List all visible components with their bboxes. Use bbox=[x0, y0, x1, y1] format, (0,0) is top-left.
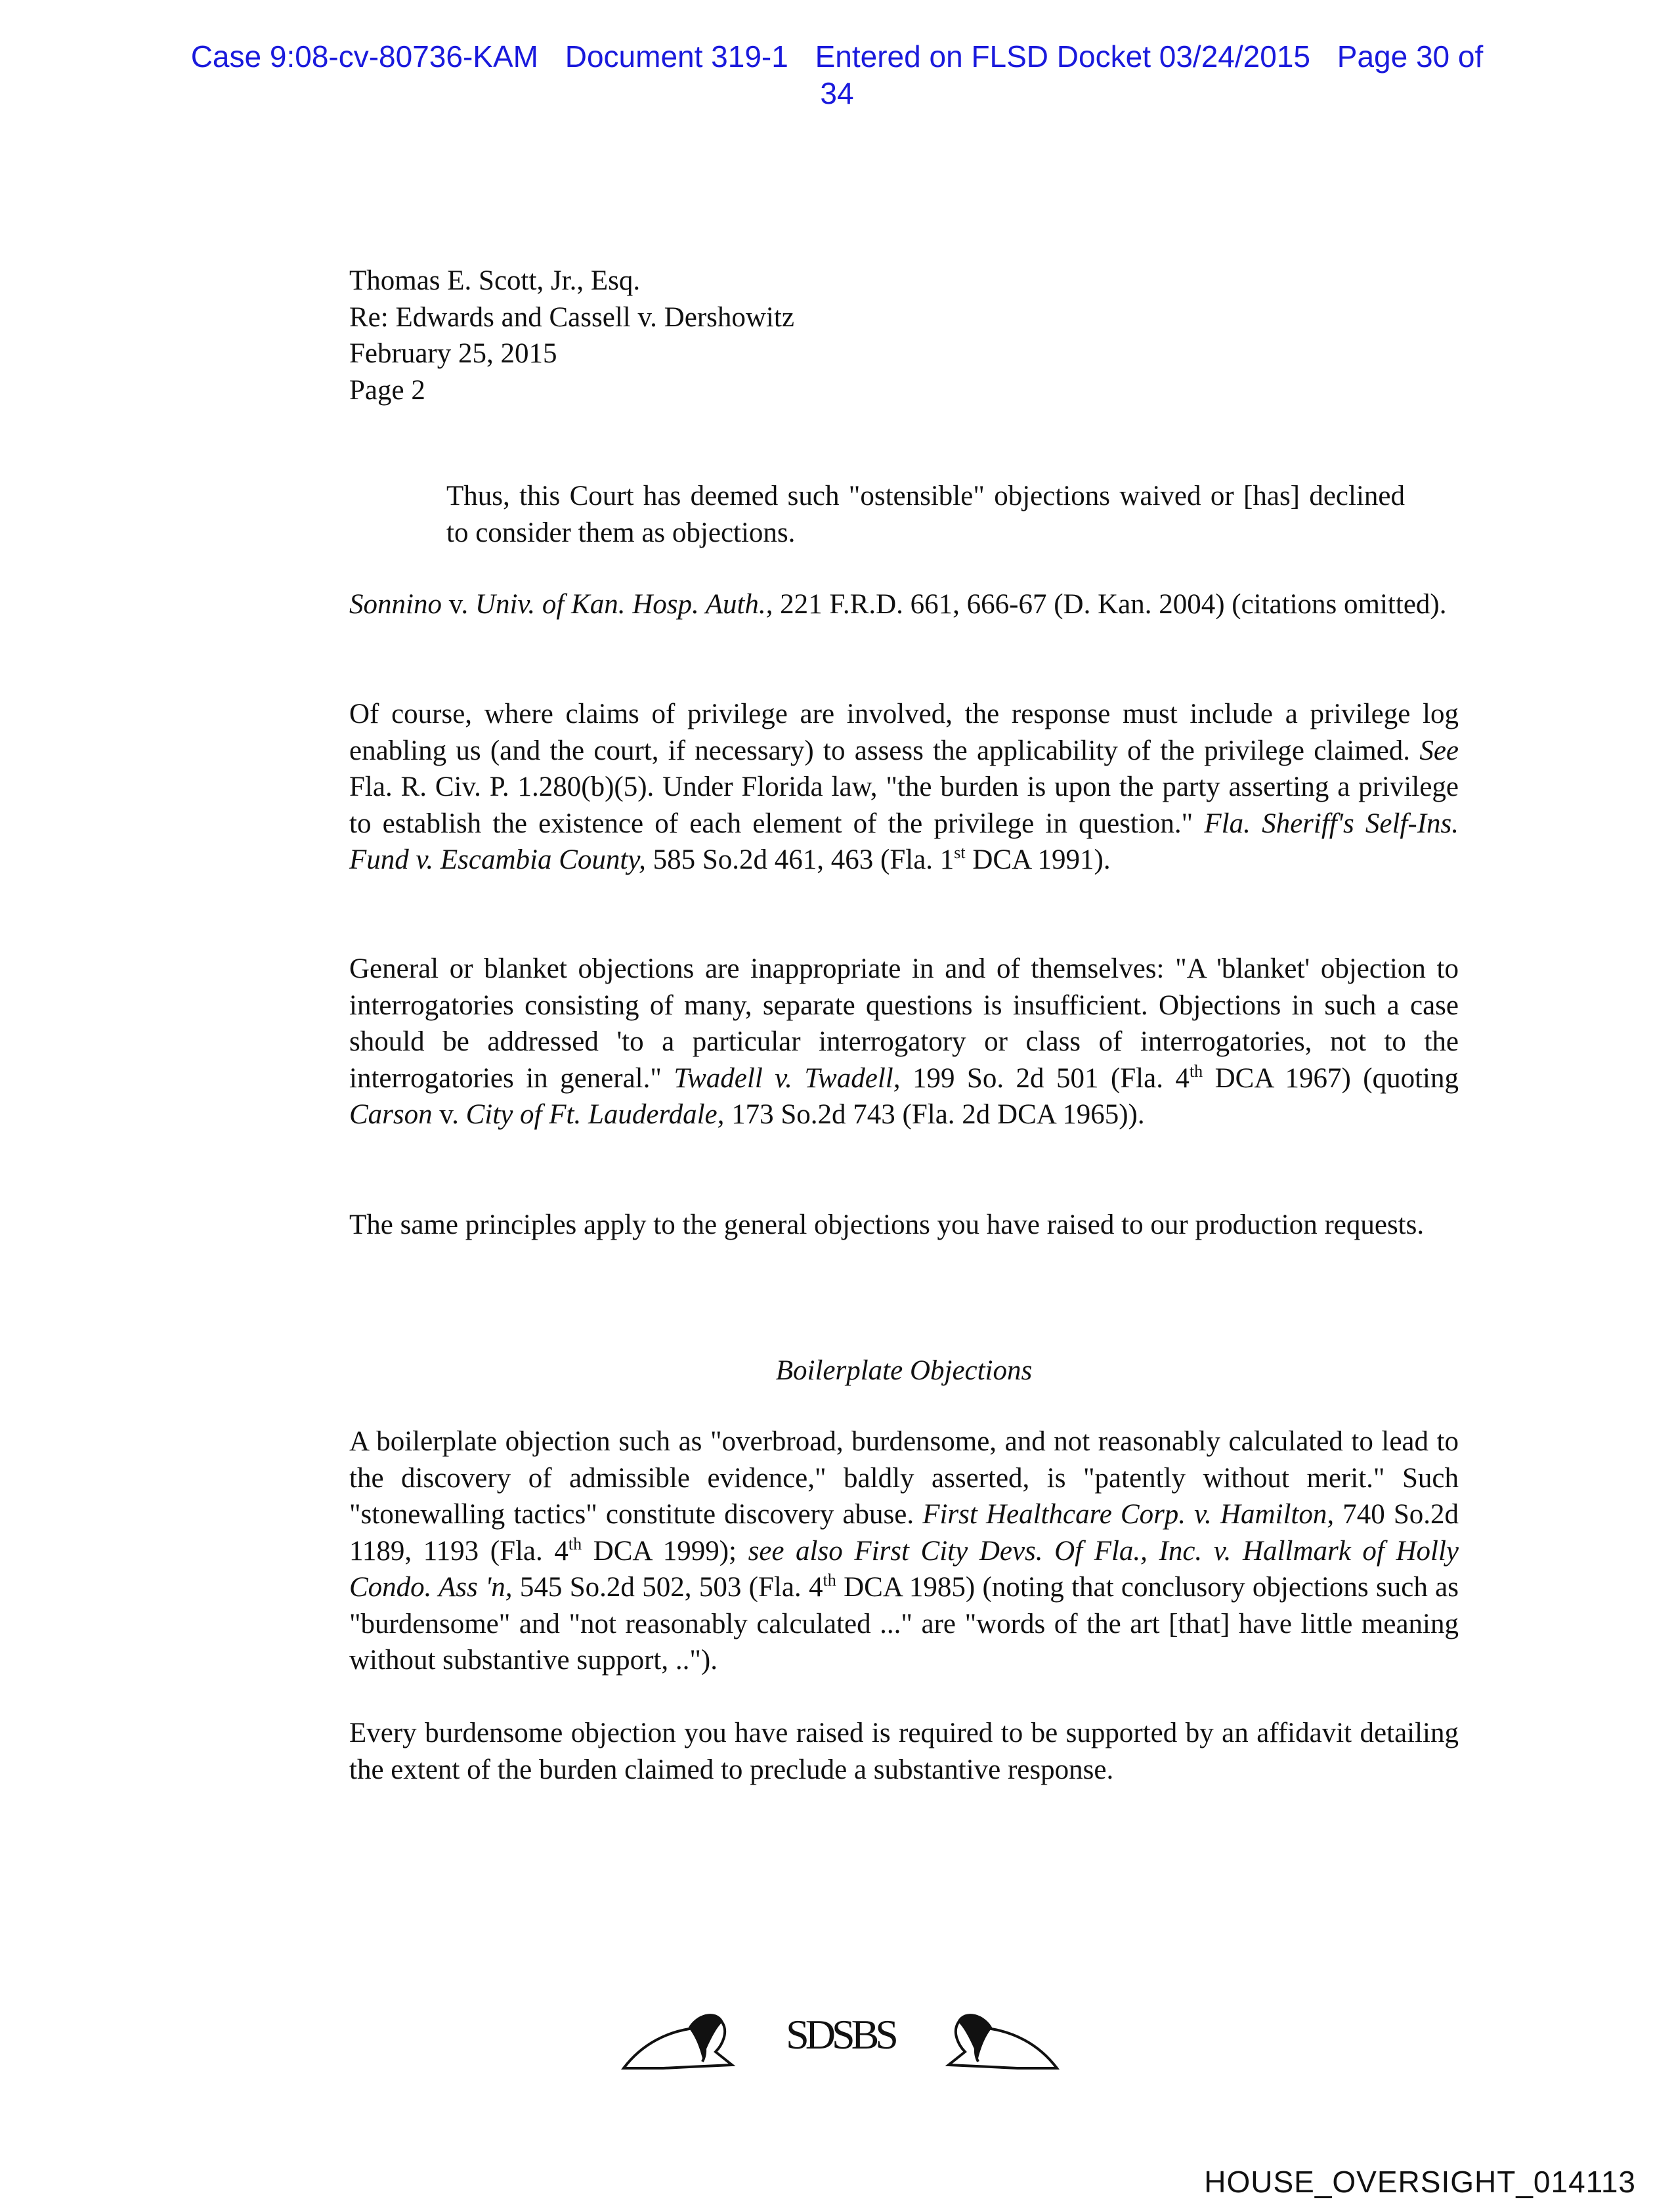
letter-page: Page 2 bbox=[349, 374, 425, 406]
bates-number: HOUSE_OVERSIGHT_014113 bbox=[1204, 2165, 1636, 2199]
ordinal: th bbox=[823, 1571, 836, 1590]
case-name: Sonnino bbox=[349, 589, 442, 620]
case-name: see also First City Devs. Of Fla., Inc. v. Hallmark of Holly Condo. Ass 'n, bbox=[349, 1535, 1459, 1603]
text: 585 So.2d 461, 463 (Fla. 1 bbox=[645, 844, 955, 875]
text: 545 So.2d 502, 503 (Fla. 4 bbox=[512, 1572, 823, 1603]
text: v. bbox=[441, 589, 475, 620]
block-quote: Thus, this Court has deemed such "ostensible" objections waived or [has] declined to consider them as objections. bbox=[446, 481, 1405, 548]
text: 199 So. 2d 501 (Fla. 4 bbox=[900, 1062, 1190, 1094]
case-name: Carson bbox=[349, 1099, 433, 1130]
text: Fla. R. Civ. P. 1.280(b)(5). Under Florida law, "the burden is upon the party asserting a privilege to establish the existence of each element of the privilege in question." bbox=[349, 771, 1459, 839]
text: DCA 1967) (quoting bbox=[1203, 1062, 1459, 1094]
section-heading: Boilerplate Objections bbox=[775, 1355, 1033, 1386]
letter-date: February 25, 2015 bbox=[349, 338, 557, 369]
page-total: 34 bbox=[820, 76, 854, 110]
ordinal: th bbox=[568, 1534, 582, 1553]
case-name: City of Ft. Lauderdale, bbox=[465, 1099, 725, 1130]
case-name: Univ. of Kan. Hosp. Auth., bbox=[475, 589, 773, 620]
text: 221 F.R.D. 661, 666-67 (D. Kan. 2004) (citations omitted). bbox=[773, 589, 1447, 620]
case-name: First Healthcare Corp. v. Hamilton, bbox=[922, 1499, 1335, 1530]
signal: See bbox=[1419, 735, 1459, 766]
recipient: Thomas E. Scott, Jr., Esq. bbox=[349, 265, 641, 296]
text: v. bbox=[432, 1099, 466, 1130]
re-line: Re: Edwards and Cassell v. Dershowitz bbox=[349, 301, 794, 333]
ordinal: st bbox=[954, 843, 966, 862]
text: 173 So.2d 743 (Fla. 2d DCA 1965)). bbox=[724, 1099, 1145, 1130]
citation-sonnino bbox=[349, 586, 1459, 623]
text: General or blanket objections are inappropriate in and of themselves: "A 'blanket' objection to interrogatories consisting of many, separate questions is insufficient. Objections in such a case should be addressed 'to a particular interrogatory or class of interrogatories, not to the interrogatories in general." bbox=[349, 953, 1459, 1094]
case-number: Case 9:08-cv-80736-KAM bbox=[190, 39, 538, 74]
same-principles-paragraph: The same principles apply to the general objections you have raised to our production requests. bbox=[349, 1209, 1425, 1240]
text: A boilerplate objection such as "overbroad, burdensome, and not reasonably calculated to lead to the discovery of admissible evidence," baldly asserted, is "patently without merit." Such "stonewalling tactics" constitute discovery abuse. bbox=[349, 1426, 1459, 1530]
case-name: Twadell v. Twadell, bbox=[674, 1062, 901, 1094]
firm-monogram: SDSBS bbox=[786, 2011, 895, 2058]
boilerplate-paragraph bbox=[349, 1423, 1459, 1679]
blanket-objections-paragraph bbox=[349, 951, 1459, 1133]
privilege-paragraph bbox=[349, 696, 1459, 878]
ordinal: th bbox=[1189, 1061, 1203, 1081]
firm-logo bbox=[617, 2003, 1063, 2075]
document-number: Document 319-1 bbox=[565, 39, 788, 74]
text: DCA 1985) (noting that conclusory objections such as "burdensome" and "not reasonably calculated ..." are "words of the art [that] have little meaning without substantive support, .."). bbox=[349, 1572, 1459, 1676]
text: DCA 1999); bbox=[582, 1535, 748, 1567]
text: DCA 1991). bbox=[965, 844, 1111, 875]
letter-header bbox=[349, 263, 794, 408]
page-of: Page 30 of bbox=[1337, 39, 1484, 74]
case-name: Fla. Sheriff's Self-Ins. Fund v. Escambia County, bbox=[349, 808, 1459, 875]
affidavit-paragraph: Every burdensome objection you have raised is required to be supported by an affidavit detailing the extent of the burden claimed to preclude a substantive response. bbox=[349, 1718, 1459, 1785]
docket-entry: Entered on FLSD Docket 03/24/2015 bbox=[815, 39, 1310, 74]
court-filing-stamp bbox=[0, 38, 1674, 112]
text: 740 So.2d 1189, 1193 (Fla. 4 bbox=[349, 1499, 1459, 1567]
text: Of course, where claims of privilege are involved, the response must include a privilege log enabling us (and the court, if necessary) to assess the applicability of the privilege claimed. bbox=[349, 699, 1459, 766]
